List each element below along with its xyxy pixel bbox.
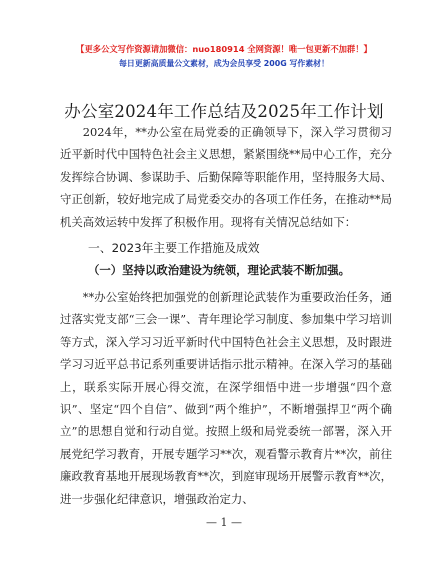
document-title: 办公室2024年工作总结及2025年工作计划 <box>64 102 384 121</box>
intro-paragraph: 2024年，**办公室在局党委的正确领导下，深入学习贯彻习近平新时代中国特色社会主义思想，紧紧围绕**局中心工作，充分发挥综合协调、参谋助手、后勤保障等职能作用，坚持服务大局、守正创新，较好地完成了局党委交办的各项工作任务，在推动**局机关高效运转中发挥了积极作用。现将有关情况总结如下： <box>60 125 392 229</box>
promo-banner-line-1: 【更多公文写作资源请加微信：nuo180914 全网资源！唯一包更新不加群！】 <box>76 44 372 54</box>
main-paragraph-block <box>60 286 392 510</box>
intro-paragraph-block <box>60 121 392 233</box>
section-heading: 一、2023年主要工作措施及成效 <box>88 241 260 255</box>
promo-banner-line-2: 每日更新高质量公文素材，成为会员享受 200G 写作素材！ <box>119 59 329 68</box>
body-paragraph: **办公室始终把加强党的创新理论武装作为重要政治任务，通过落实党支部“三会一课”、青年理论学习制度、参加集中学习培训等方式，深入学习习近平新时代中国特色社会主义思想，及时跟进学习习近平总书记系列重要讲话指示批示精神。在深入学习的基础上，联系实际开展心得交流，在深学细悟中进一步增强“四个意识”、坚定“四个自信”、做到“两个维护”，不断增强捍卫“两个确立”的思想自觉和行动自觉。按照上级和局党委统一部署，深入开展党纪学习教育，开展专题学习**次，观看警示教育片**次，前往廉政教育基地开展现场教育**次，到庭审现场开展警示教育**次，进一步强化纪律意识，增强政治定力、 <box>60 290 392 506</box>
page-number: — 1 — <box>206 516 242 529</box>
subsection-heading: （一）坚持以政治建设为统领，理论武装不断加强。 <box>88 263 350 277</box>
